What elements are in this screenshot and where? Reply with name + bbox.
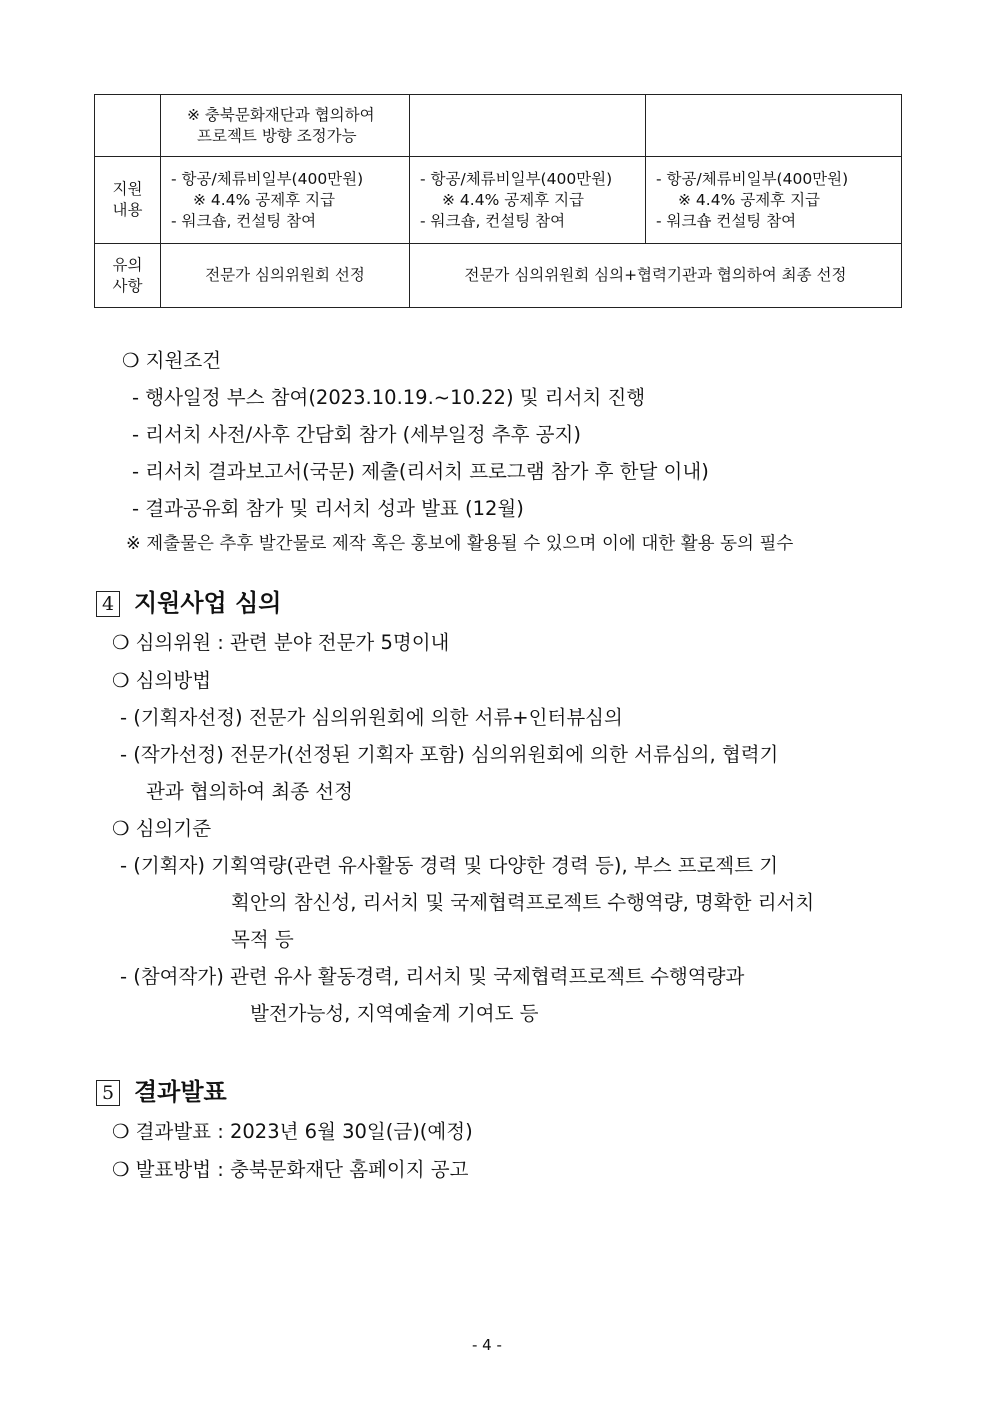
cell-text: - 항공/체류비일부(400만원) xyxy=(420,169,613,188)
cell-text: - 항공/체류비일부(400만원) xyxy=(656,169,849,188)
table-cell: 전문가 심의위원회 심의+협력기관과 협의하여 최종 선정 xyxy=(410,244,902,308)
method-item: - (작가선정) 전문가(선정된 기획자 포함) 심의위원회에 의한 서류심의, 협력기 xyxy=(120,743,779,766)
table-cell xyxy=(161,157,410,244)
method-item-continued: 관과 협의하여 최종 선정 xyxy=(146,780,353,803)
table-cell xyxy=(646,157,902,244)
condition-item: - 리서치 결과보고서(국문) 제출(리서치 프로그램 참가 후 한달 이내) xyxy=(132,460,709,483)
section-title: 지원사업 심의 xyxy=(134,589,282,617)
table-row xyxy=(95,244,902,308)
criteria-item: - (기획자) 기획역량(관련 유사활동 경력 및 다양한 경력 등), 부스 프로젝트 기 xyxy=(120,854,779,877)
cell-text: - 워크숍, 컨설팅 참여 xyxy=(171,211,317,230)
cell-text: ※ 4.4% 공제후 지급 xyxy=(193,190,336,209)
table-cell xyxy=(646,95,902,157)
committee-line: ❍ 심의위원 : 관련 분야 전문가 5명이내 xyxy=(112,631,450,654)
cell-text: ※ 4.4% 공제후 지급 xyxy=(678,190,821,209)
cell-text: 유의 xyxy=(112,255,143,274)
cell-text: ※ 충북문화재단과 협의하여 xyxy=(187,105,375,124)
table-cell xyxy=(95,95,161,157)
criteria-item-continued: 목적 등 xyxy=(231,928,294,951)
conditions-title: ❍ 지원조건 xyxy=(122,349,222,372)
cell-text: ※ 4.4% 공제후 지급 xyxy=(442,190,585,209)
result-item: ❍ 결과발표 : 2023년 6월 30일(금)(예정) xyxy=(112,1120,473,1143)
cell-text: 프로젝트 방향 조정가능 xyxy=(197,126,357,145)
criteria-item-continued: 발전가능성, 지역예술계 기여도 등 xyxy=(250,1002,539,1025)
table-cell xyxy=(410,157,646,244)
table-cell xyxy=(410,95,646,157)
cell-text: - 워크숍 컨설팅 참여 xyxy=(656,211,797,230)
condition-item: - 리서치 사전/사후 간담회 참가 (세부일정 추후 공지) xyxy=(132,423,581,446)
method-title: ❍ 심의방법 xyxy=(112,669,212,692)
section-title: 결과발표 xyxy=(134,1078,227,1106)
table-cell xyxy=(161,95,410,157)
page-number: - 4 - xyxy=(472,1336,502,1354)
cell-text: - 항공/체류비일부(400만원) xyxy=(171,169,364,188)
table-header-cell xyxy=(95,157,161,244)
cell-text: - 워크숍, 컨설팅 참여 xyxy=(420,211,566,230)
criteria-title: ❍ 심의기준 xyxy=(112,817,212,840)
table-header-cell xyxy=(95,244,161,308)
conditions-note: ※ 제출물은 추후 발간물로 제작 혹은 홍보에 활용될 수 있으며 이에 대한 활용 동의 필수 xyxy=(126,534,794,554)
method-item: - (기획자선정) 전문가 심의위원회에 의한 서류+인터뷰심의 xyxy=(120,706,623,729)
result-item: ❍ 발표방법 : 충북문화재단 홈페이지 공고 xyxy=(112,1158,469,1181)
table-cell: 전문가 심의위원회 선정 xyxy=(161,244,410,308)
table-row xyxy=(95,157,902,244)
condition-item: - 결과공유회 참가 및 리서치 성과 발표 (12월) xyxy=(132,497,524,520)
section-number-box: 4 xyxy=(96,591,120,617)
criteria-item-continued: 획안의 참신성, 리서치 및 국제협력프로젝트 수행역량, 명확한 리서치 xyxy=(231,891,815,914)
section-number-box: 5 xyxy=(96,1080,120,1106)
table-row xyxy=(95,95,902,157)
condition-item: - 행사일정 부스 참여(2023.10.19.~10.22) 및 리서치 진행 xyxy=(132,386,646,409)
section-4-heading xyxy=(96,583,281,618)
cell-text: 사항 xyxy=(112,276,143,295)
support-table xyxy=(94,94,902,308)
cell-text: 내용 xyxy=(112,201,143,219)
criteria-item: - (참여작가) 관련 유사 활동경력, 리서치 및 국제협력프로젝트 수행역량과 xyxy=(120,965,745,988)
cell-text: 지원 xyxy=(112,180,143,198)
section-5-heading xyxy=(96,1072,227,1107)
